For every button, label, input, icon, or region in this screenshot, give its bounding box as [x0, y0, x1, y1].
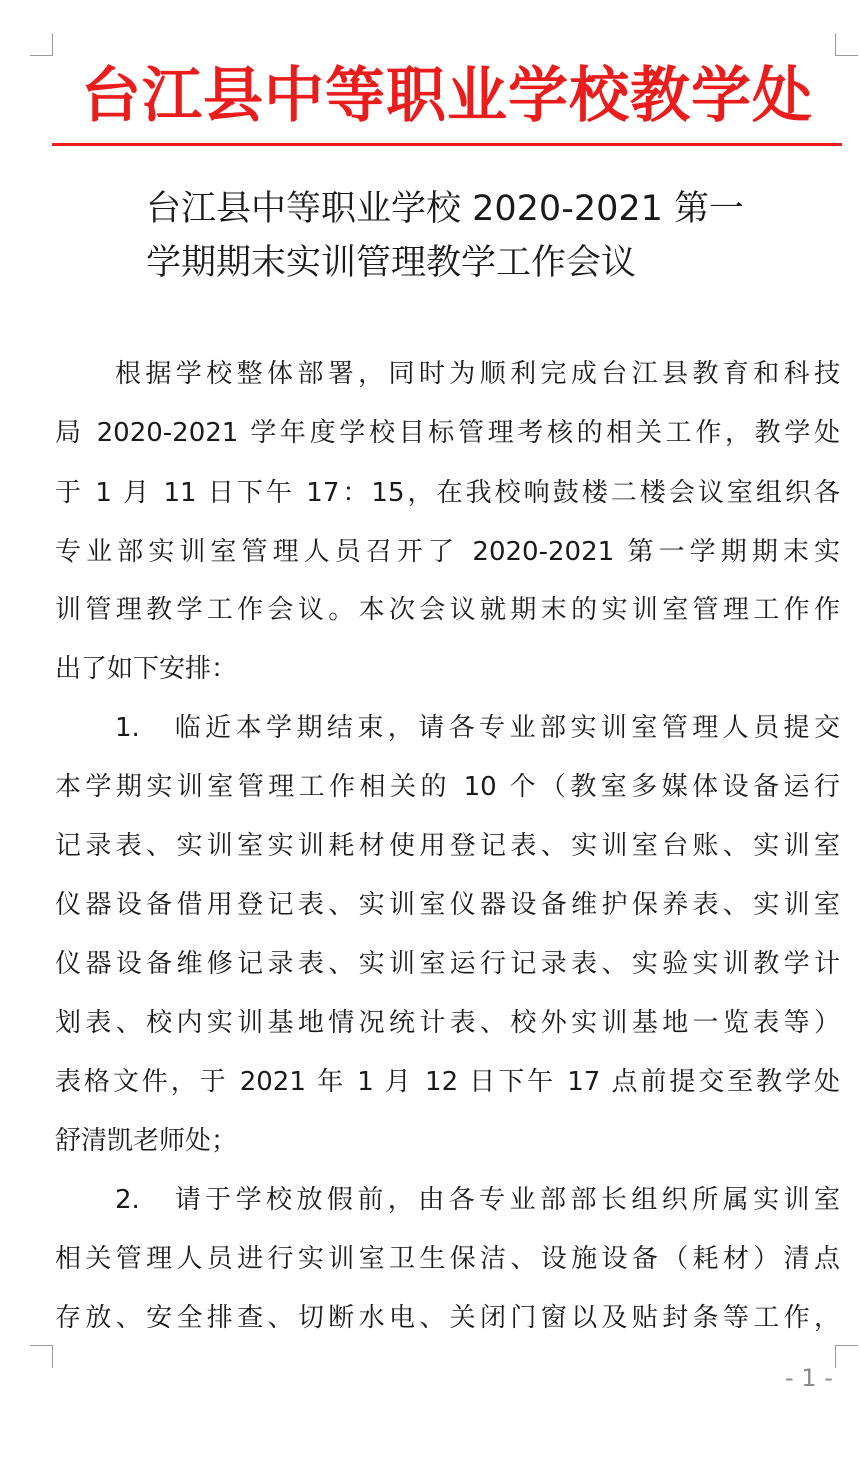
document-title-line-1: 台江县中等职业学校 2020-2021 第一 [146, 189, 745, 229]
crop-mark-top-left [30, 33, 53, 56]
body-line: 训管理教学工作会议。本次会议就期末的实训室管理工作作 [55, 595, 840, 625]
body-line: 出了如下安排： [55, 654, 238, 684]
document-title-line-2: 学期期末实训管理教学工作会议 [146, 243, 637, 283]
crop-mark-bottom-left [30, 1345, 53, 1368]
body-line: 记录表、实训室实训耗材使用登记表、实训室台账、实训室 [55, 831, 840, 861]
body-line: 于 1 月 11 日下午 17：15，在我校响鼓楼二楼会议室组织各 [55, 478, 840, 508]
body-line: 存放、安全排查、切断水电、关闭门窗以及贴封条等工作， [55, 1303, 840, 1333]
page-number: - 1 - [785, 1364, 833, 1392]
body-line: 专业部实训室管理人员召开了 2020-2021 第一学期期末实 [55, 537, 840, 567]
crop-mark-bottom-right [835, 1345, 858, 1368]
list-item-2-line: 2. 请于学校放假前，由各专业部部长组织所属实训室 [115, 1185, 840, 1215]
letterhead-divider [52, 143, 842, 146]
crop-mark-top-right [835, 33, 858, 56]
body-line: 局 2020-2021 学年度学校目标管理考核的相关工作，教学处 [55, 418, 840, 448]
letterhead-title: 台江县中等职业学校教学处 [81, 61, 813, 131]
body-line: 表格文件，于 2021 年 1 月 12 日下午 17 点前提交至教学处 [55, 1067, 840, 1097]
document-title [146, 182, 836, 290]
body-line: 本学期实训室管理工作相关的 10 个（教室多媒体设备运行 [55, 772, 840, 802]
body-line: 根据学校整体部署，同时为顺利完成台江县教育和科技 [115, 359, 840, 389]
body-line: 仪器设备维修记录表、实训室运行记录表、实验实训教学计 [55, 949, 840, 979]
body-line: 仪器设备借用登记表、实训室仪器设备维护保养表、实训室 [55, 890, 840, 920]
body-line: 舒清凯老师处； [55, 1126, 238, 1156]
body-line: 划表、校内实训基地情况统计表、校外实训基地一览表等） [55, 1008, 840, 1038]
list-item-1-line: 1. 临近本学期结束，请各专业部实训室管理人员提交 [115, 713, 840, 743]
body-line: 相关管理人员进行实训室卫生保洁、设施设备（耗材）清点 [55, 1244, 840, 1274]
